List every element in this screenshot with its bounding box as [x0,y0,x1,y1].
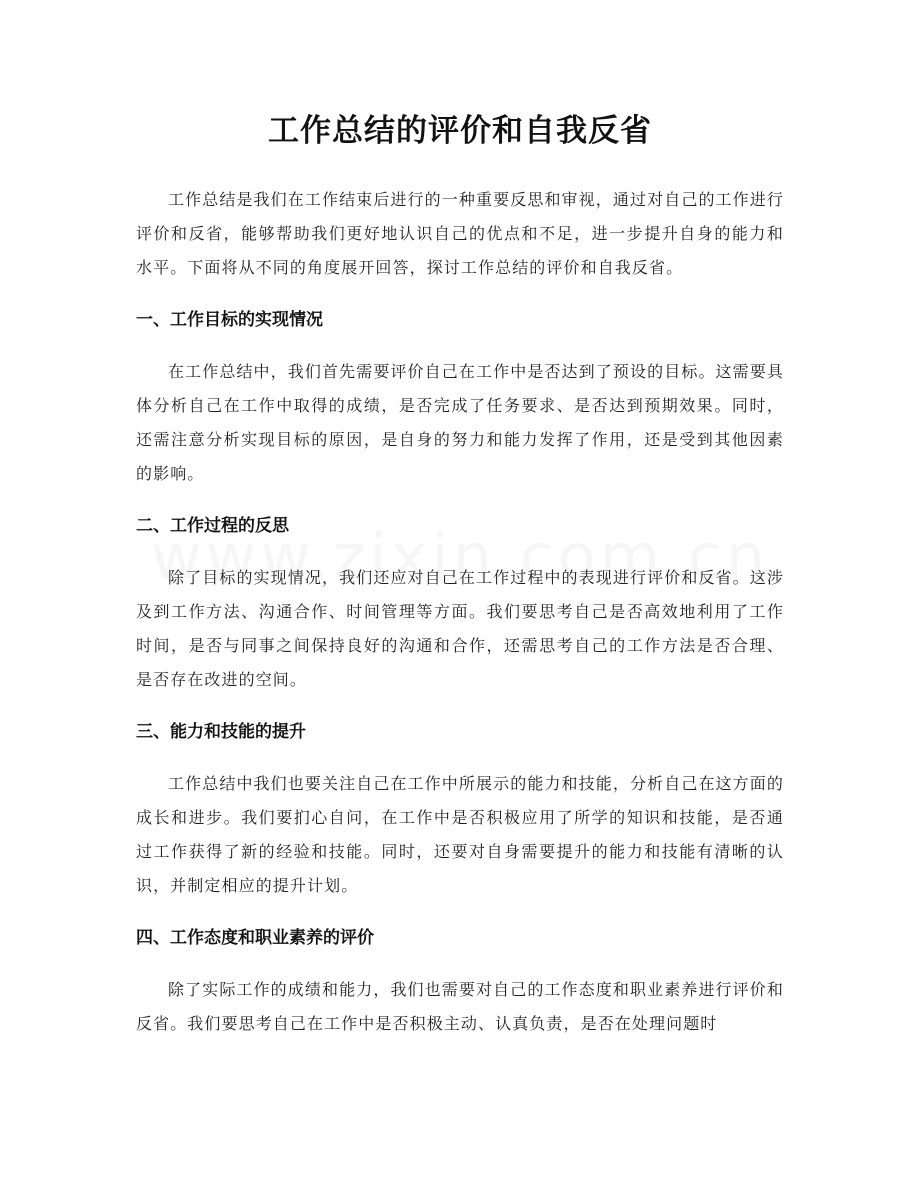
spacer [136,491,784,509]
spacer [136,697,784,715]
section-heading-1: 一、工作目标的实现情况 [136,310,323,330]
spacer [136,955,784,973]
spacer [136,337,784,355]
page-title: 工作总结的评价和自我反省 [268,113,652,149]
section-body-2: 除了目标的实现情况，我们还应对自己在工作过程中的表现进行评价和反省。这涉及到工作方法、沟通合作、时间管理等方面。我们要思考自己是否高效地利用了工作时间，是否与同事之间保持良好的沟通和合作，还需思考自己的工作方法是否合理、是否存在改进的空间。 [136,568,784,689]
spacer [136,749,784,767]
section-body-4: 除了实际工作的成绩和能力，我们也需要对自己的工作态度和职业素养进行评价和反省。我们要思考自己在工作中是否积极主动、认真负责，是否在处理问题时 [136,980,784,1033]
intro-paragraph: 工作总结是我们在工作结束后进行的一种重要反思和审视，通过对自己的工作进行评价和反省，能够帮助我们更好地认识自己的优点和不足，进一步提升自身的能力和水平。下面将从不同的角度展开回答，探讨工作总结的评价和自我反省。 [136,190,784,277]
section-heading-4: 四、工作态度和职业素养的评价 [136,928,374,948]
spacer [136,903,784,921]
section-heading-3: 三、能力和技能的提升 [136,722,306,742]
spacer [136,285,784,303]
section-heading-2: 二、工作过程的反思 [136,516,289,536]
document-body [136,183,784,1041]
section-body-3: 工作总结中我们也要关注自己在工作中所展示的能力和技能，分析自己在这方面的成长和进步。我们要扪心自问，在工作中是否积极应用了所学的知识和技能，是否通过工作获得了新的经验和技能。同时，还要对自身需要提升的能力和技能有清晰的认识，并制定相应的提升计划。 [136,774,784,895]
section-body-1: 在工作总结中，我们首先需要评价自己在工作中是否达到了预设的目标。这需要具体分析自己在工作中取得的成绩，是否完成了任务要求、是否达到预期效果。同时，还需注意分析实现目标的原因，是自身的努力和能力发挥了作用，还是受到其他因素的影响。 [136,362,784,483]
spacer [136,543,784,561]
